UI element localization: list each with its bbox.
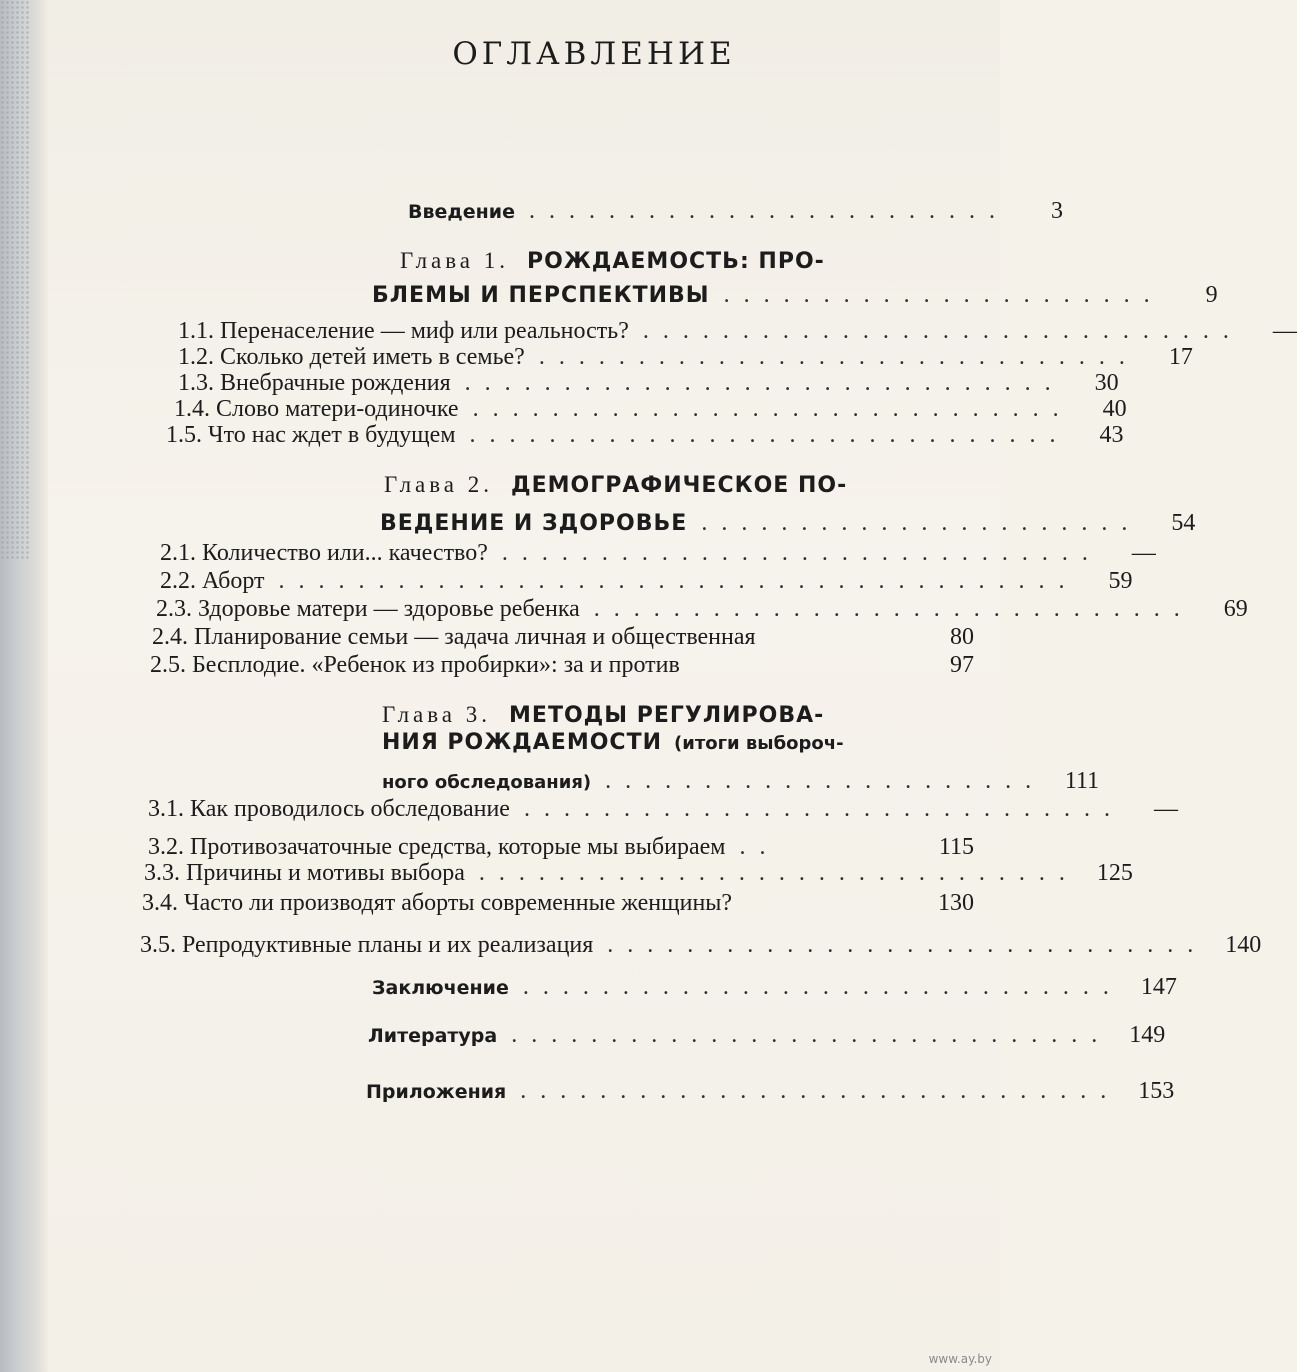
section-number: 3.5. bbox=[140, 932, 176, 958]
chapter-page: 9 bbox=[1205, 282, 1218, 308]
leader-dots: ...................... bbox=[701, 510, 1142, 536]
section-page: 59 bbox=[1108, 568, 1133, 594]
section-page: 80 bbox=[950, 624, 974, 650]
chapter-page: 54 bbox=[1171, 510, 1196, 536]
section-page: 69 bbox=[1223, 596, 1248, 622]
chapter-title-line2b: (итоги выбороч- bbox=[674, 733, 844, 754]
toc-entry-3-5 bbox=[140, 918, 1262, 958]
entry-label: Литература bbox=[368, 1025, 498, 1047]
leader-dots: ...................... bbox=[605, 768, 1046, 794]
leader-dots: .............................. bbox=[593, 596, 1194, 622]
section-title: Планирование семьи — задача личная и общественная bbox=[194, 624, 756, 650]
chapter-prefix: Глава 2. bbox=[384, 472, 494, 497]
section-page: 115 bbox=[938, 834, 974, 860]
chapter-title-line2: ВЕДЕНИЕ И ЗДОРОВЬЕ bbox=[380, 511, 688, 536]
section-title: Репродуктивные планы и их реализация bbox=[182, 932, 594, 958]
spine-texture bbox=[0, 0, 30, 560]
section-number: 2.2. bbox=[160, 568, 196, 594]
section-page: 30 bbox=[1094, 370, 1119, 396]
toc-entry-appendix bbox=[366, 1056, 1175, 1104]
section-page: 130 bbox=[938, 890, 974, 916]
leader-dots: .............................. bbox=[511, 1022, 1112, 1048]
leader-dots: ........................................ bbox=[278, 568, 1079, 594]
section-number: 1.1. bbox=[178, 318, 214, 344]
leader-dots: .............................. bbox=[607, 932, 1208, 958]
section-page: 140 bbox=[1225, 932, 1262, 958]
chapter-title-line1: РОЖДАЕМОСТЬ: ПРО- bbox=[527, 249, 825, 274]
section-title: Противозачаточные средства, которые мы выбираем bbox=[190, 834, 726, 860]
section-number: 3.3. bbox=[144, 860, 180, 886]
chapter-2-title-line2 bbox=[380, 496, 1196, 536]
section-number: 2.4. bbox=[152, 624, 188, 650]
entry-label: Приложения bbox=[366, 1081, 507, 1103]
chapter-3-title-line2 bbox=[382, 730, 844, 755]
section-page: 43 bbox=[1099, 422, 1124, 448]
section-title: Сколько детей иметь в семье? bbox=[220, 344, 525, 370]
section-number: 1.5. bbox=[166, 422, 202, 448]
chapter-3-heading bbox=[382, 702, 824, 728]
section-page: — bbox=[1272, 318, 1297, 344]
entry-label: Введение bbox=[408, 201, 515, 223]
leader-dots: .............................. bbox=[501, 540, 1102, 566]
section-number: 1.4. bbox=[174, 396, 210, 422]
leader-dots: ...................... bbox=[723, 282, 1164, 308]
section-number: 2.5. bbox=[150, 652, 186, 678]
section-number: 1.2. bbox=[178, 344, 214, 370]
toc-entry-1-5 bbox=[166, 422, 1124, 454]
chapter-3-title-line3 bbox=[382, 756, 1100, 794]
section-page: 125 bbox=[1096, 860, 1133, 886]
leader-dots: .............................. bbox=[642, 318, 1243, 344]
entry-label: Заключение bbox=[372, 977, 509, 999]
leader-dots: .............................. bbox=[472, 396, 1073, 422]
entry-page: 147 bbox=[1140, 974, 1177, 1000]
chapter-page: 111 bbox=[1064, 768, 1100, 794]
leader-dots: .............................. bbox=[522, 974, 1123, 1000]
leader-dots: .............................. bbox=[464, 370, 1065, 396]
section-title: Часто ли производят аборты современные женщины? bbox=[184, 890, 733, 916]
section-title: Как проводилось обследование bbox=[190, 796, 510, 822]
toc-entry-literature bbox=[368, 1010, 1166, 1048]
section-title: Количество или... качество? bbox=[202, 540, 488, 566]
section-title: Слово матери-одиночке bbox=[216, 396, 459, 422]
entry-page: 153 bbox=[1138, 1078, 1175, 1104]
chapter-prefix: Глава 3. bbox=[382, 702, 492, 727]
section-page: 17 bbox=[1168, 344, 1193, 370]
leader-dots: .............................. bbox=[469, 422, 1070, 448]
chapter-prefix: Глава 1. bbox=[400, 248, 510, 273]
chapter-title-line1: ДЕМОГРАФИЧЕСКОЕ ПО- bbox=[511, 473, 848, 498]
section-title: Бесплодие. «Ребенок из пробирки»: за и против bbox=[192, 652, 680, 678]
section-title: Внебрачные рождения bbox=[220, 370, 451, 396]
watermark: www.ay.by bbox=[928, 1352, 992, 1366]
section-number: 3.1. bbox=[148, 796, 184, 822]
section-title: Здоровье матери — здоровье ребенка bbox=[198, 596, 580, 622]
section-number: 2.1. bbox=[160, 540, 196, 566]
section-page: — bbox=[1153, 796, 1178, 822]
toc-entry-conclusion bbox=[372, 962, 1177, 1000]
leader-dots: .............................. bbox=[538, 344, 1139, 370]
leader-dots: .............................. bbox=[523, 796, 1124, 822]
section-page: 97 bbox=[950, 652, 974, 678]
leader-dots: .............................. bbox=[520, 1078, 1121, 1104]
section-number: 3.2. bbox=[148, 834, 184, 860]
leader-dots: .. bbox=[739, 834, 780, 860]
section-number: 3.4. bbox=[142, 890, 178, 916]
toc-entry-2-5 bbox=[150, 652, 974, 684]
chapter-title-line2: БЛЕМЫ И ПЕРСПЕКТИВЫ bbox=[372, 283, 710, 308]
chapter-2-heading bbox=[384, 472, 847, 498]
section-title: Аборт bbox=[202, 568, 265, 594]
entry-page: 3 bbox=[1050, 198, 1063, 224]
section-title: Причины и мотивы выбора bbox=[186, 860, 465, 886]
leader-dots: .............................. bbox=[478, 860, 1079, 886]
entry-page: 149 bbox=[1129, 1022, 1166, 1048]
book-spine-shadow bbox=[0, 0, 48, 1372]
chapter-title-line1: МЕТОДЫ РЕГУЛИРОВА- bbox=[509, 703, 825, 728]
leader-dots: ........................ bbox=[528, 198, 1009, 224]
section-title: Что нас ждет в будущем bbox=[208, 422, 456, 448]
section-number: 2.3. bbox=[156, 596, 192, 622]
chapter-1-title-line2 bbox=[372, 270, 1218, 308]
section-page: — bbox=[1131, 540, 1156, 566]
chapter-title-line3: ного обследования) bbox=[382, 772, 592, 793]
toc-entry-3-3 bbox=[144, 860, 1133, 892]
section-title: Перенаселение — миф или реальность? bbox=[220, 318, 629, 344]
toc-entry-3-1 bbox=[148, 796, 1178, 828]
section-page: 40 bbox=[1102, 396, 1127, 422]
toc-entry-intro bbox=[408, 198, 1063, 230]
section-number: 1.3. bbox=[178, 370, 214, 396]
chapter-title-line2a: НИЯ РОЖДАЕМОСТИ bbox=[382, 730, 662, 755]
page-title: ОГЛАВЛЕНИЕ bbox=[452, 36, 736, 72]
